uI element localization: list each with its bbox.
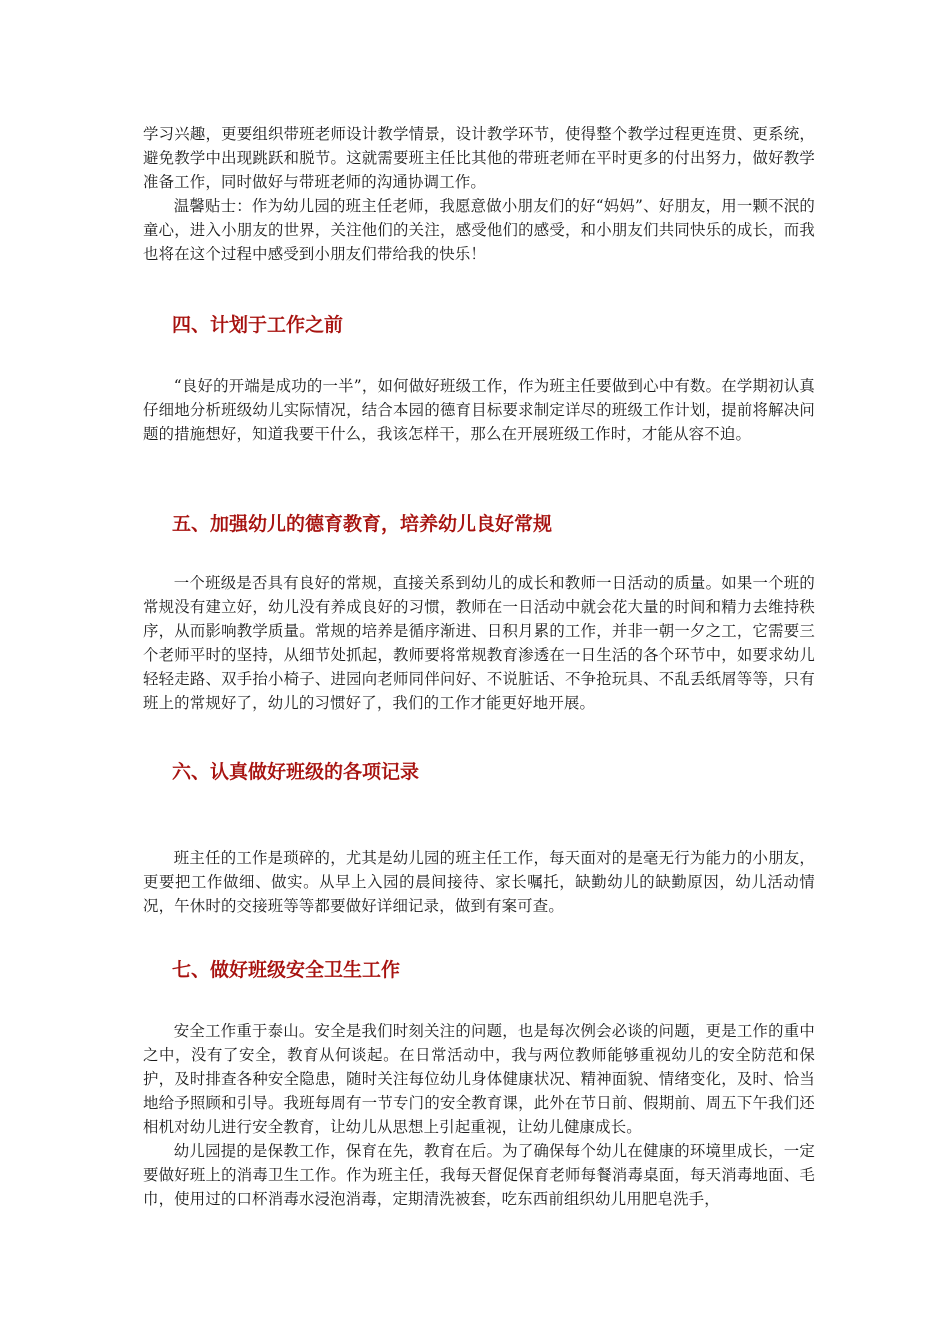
section-heading-6: 六、认真做好班级的各项记录	[172, 761, 420, 783]
paragraph-planning: “良好的开端是成功的一半”，如何做好班级工作，作为班主任要做到心中有数。在学期初认真仔细地分析班级幼儿实际情况，结合本园的德育目标要求制定详尽的班级工作计划，提前将解决问题的措施想好，知道我要干什么，我该怎样干，那么在开展班级工作时，才能从容不迫。	[143, 377, 815, 443]
section-heading-5: 五、加强幼儿的德育教育，培养幼儿良好常规	[172, 513, 553, 535]
paragraph-teaching-interest: 学习兴趣，更要组织带班老师设计教学情景，设计教学环节，使得整个教学过程更连贯、更系统，避免教学中出现跳跃和脱节。这就需要班主任比其他的带班老师在平时更多的付出努力，做好教学准备工作，同时做好与带班老师的沟通协调工作。	[143, 125, 815, 191]
section-heading-7: 七、做好班级安全卫生工作	[172, 959, 401, 981]
paragraph-records: 班主任的工作是琐碎的，尤其是幼儿园的班主任工作，每天面对的是毫无行为能力的小朋友，更要把工作做细、做实。从早上入园的晨间接待、家长嘱托，缺勤幼儿的缺勤原因，幼儿活动情况，午休时的交接班等等都要做好详细记录，做到有案可查。	[143, 849, 815, 915]
paragraph-hygiene: 幼儿园提的是保教工作，保育在先，教育在后。为了确保每个幼儿在健康的环境里成长，一定要做好班上的消毒卫生工作。作为班主任，我每天督促保育老师每餐消毒桌面，每天消毒地面、毛巾，使用过的口杯消毒水浸泡消毒，定期清洗被套，吃东西前组织幼儿用肥皂洗手，	[143, 1142, 815, 1208]
section-heading-4: 四、计划于工作之前	[172, 314, 344, 336]
paragraph-moral-education: 一个班级是否具有良好的常规，直接关系到幼儿的成长和教师一日活动的质量。如果一个班的常规没有建立好，幼儿没有养成良好的习惯，教师在一日活动中就会花大量的时间和精力去维持秩序，从而影响教学质量。常规的培养是循序渐进、日积月累的工作，并非一朝一夕之工，它需要三个老师平时的坚持，从细节处抓起，教师要将常规教育渗透在一日生活的各个环节中，如要求幼儿轻轻走路、双手抬小椅子、进园向老师同伴问好、不说脏话、不争抢玩具、不乱丢纸屑等等，只有班上的常规好了，幼儿的习惯好了，我们的工作才能更好地开展。	[143, 574, 815, 712]
paragraph-safety: 安全工作重于泰山。安全是我们时刻关注的问题，也是每次例会必谈的问题，更是工作的重中之中，没有了安全，教育从何谈起。在日常活动中，我与两位教师能够重视幼儿的安全防范和保护，及时排查各种安全隐患，随时关注每位幼儿身体健康状况、精神面貌、情绪变化，及时、恰当地给予照顾和引导。我班每周有一节专门的安全教育课，此外在节日前、假期前、周五下午我们还相机对幼儿进行安全教育，让幼儿从思想上引起重视，让幼儿健康成长。	[143, 1022, 815, 1136]
paragraph-warm-tips: 温馨贴士：作为幼儿园的班主任老师，我愿意做小朋友们的好“妈妈”、好朋友，用一颗不泯的童心，进入小朋友的世界，关注他们的关注，感受他们的感受，和小朋友们共同快乐的成长，而我也将在这个过程中感受到小朋友们带给我的快乐！	[143, 197, 815, 263]
